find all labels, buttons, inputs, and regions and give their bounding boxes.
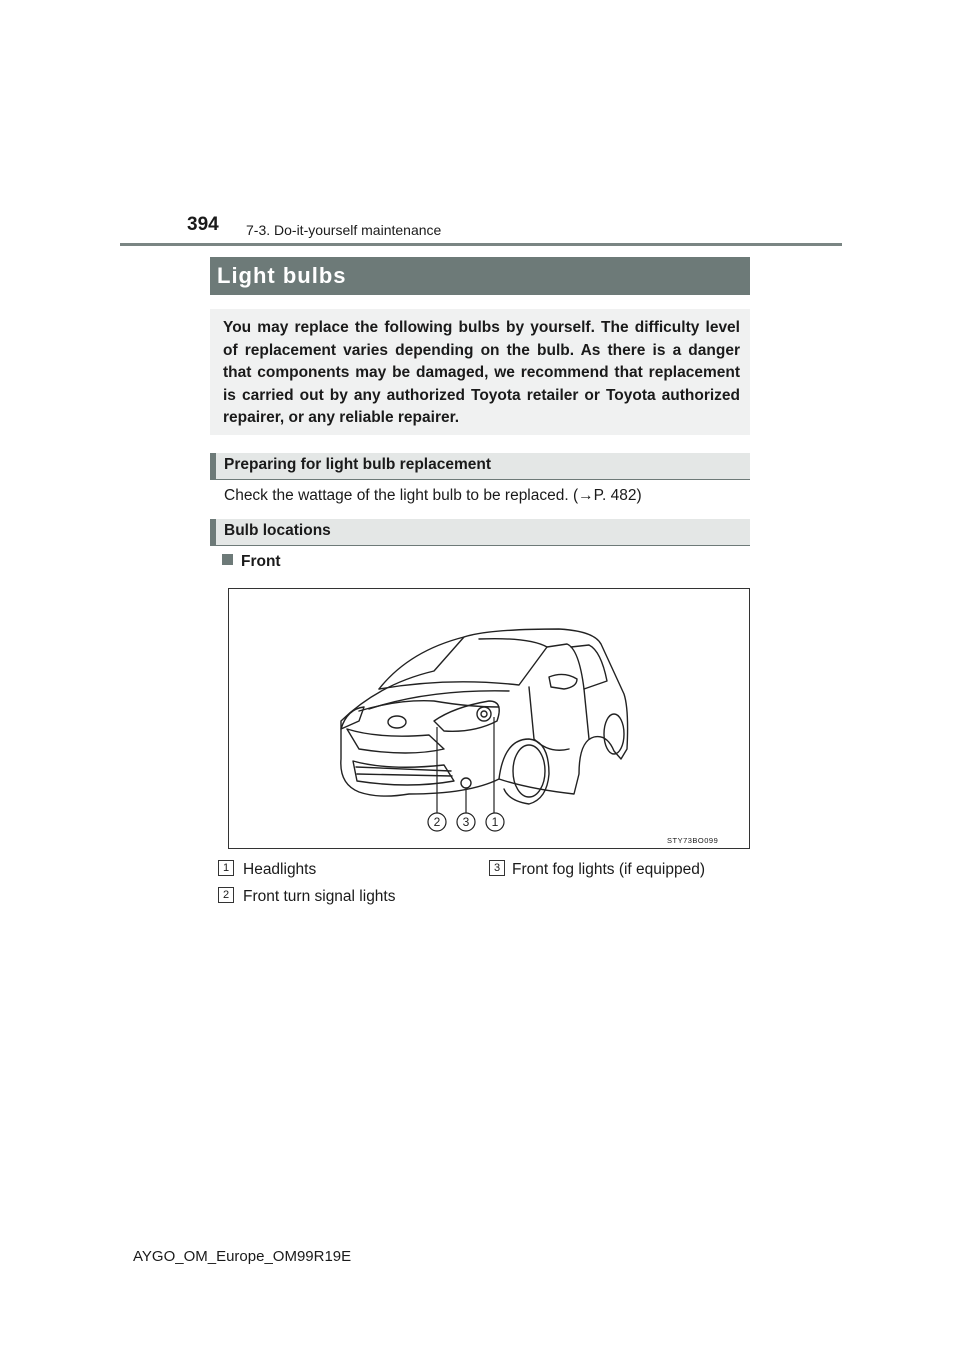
legend-front-fog-lights: Front fog lights (if equipped)	[512, 861, 705, 878]
preparing-text: Check the wattage of the light bulb to be replaced. (→P. 482)	[224, 487, 642, 504]
car-illustration	[229, 589, 749, 848]
legend-number-2: 2	[218, 887, 234, 903]
callout-3: 3	[462, 815, 470, 829]
front-label: Front	[241, 553, 281, 570]
section-header: 7-3. Do-it-yourself maintenance	[246, 222, 442, 238]
header-rule	[120, 243, 842, 246]
intro-box	[210, 309, 750, 435]
callout-2: 2	[433, 815, 441, 829]
front-heading	[222, 553, 281, 571]
legend-number-3: 3	[489, 860, 505, 876]
page-title: Light bulbs	[210, 257, 750, 295]
preparing-heading: Preparing for light bulb replacement	[210, 453, 750, 480]
intro-text: You may replace the following bulbs by yourself. The difficulty level of replacement varies depending on the bulb. As there is a danger that components may be damaged, we recommend that replacement is carried out by any authorized Toyota retailer or Toyota authorized repairer, or any reliable repairer.	[223, 319, 740, 427]
square-bullet-icon	[222, 554, 233, 565]
legend-number-1: 1	[218, 860, 234, 876]
footer-code: AYGO_OM_Europe_OM99R19E	[133, 1248, 352, 1265]
page-number: 394	[187, 214, 219, 235]
bulb-location-figure	[228, 588, 750, 849]
legend-headlights: Headlights	[243, 861, 317, 878]
callout-1: 1	[491, 815, 499, 829]
legend-front-turn-signal-lights: Front turn signal lights	[243, 888, 396, 905]
figure-code: STY73BO099	[667, 836, 719, 845]
bulb-locations-heading: Bulb locations	[210, 519, 750, 546]
